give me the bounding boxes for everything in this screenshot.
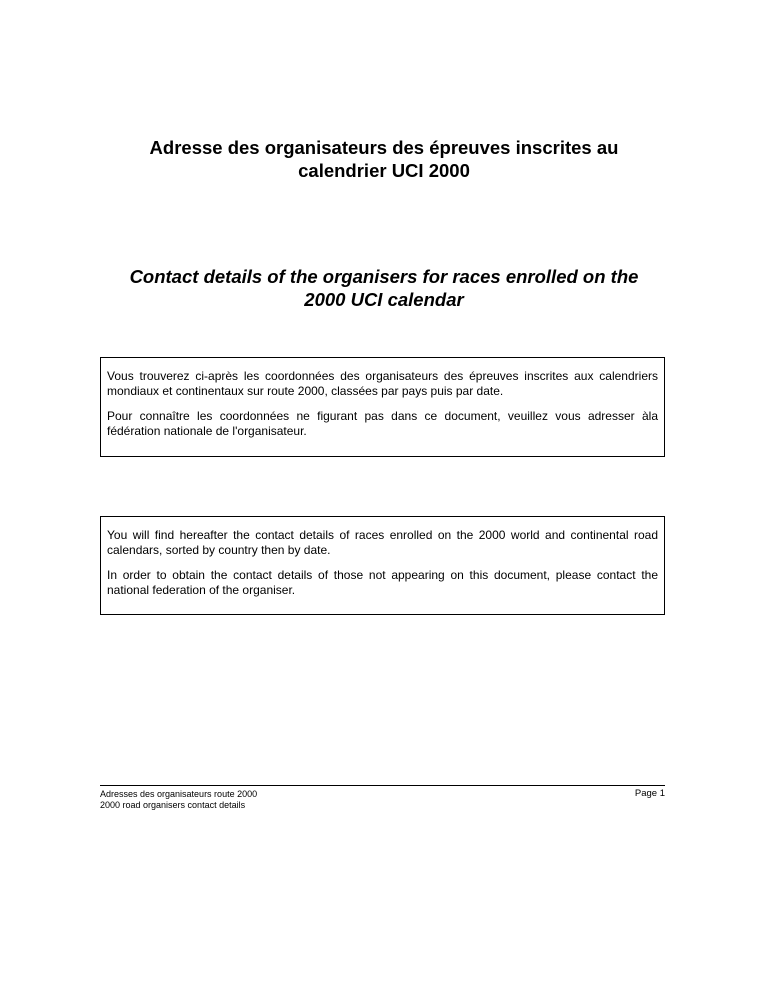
footer-title-english: 2000 road organisers contact details [100,800,246,810]
french-notice-paragraph-2: Pour connaître les coordonnées ne figurant pas dans ce document, veuillez vous adresser àla fédération nationale de l'organisateur. [107,409,658,438]
footer-divider [100,785,665,786]
english-notice-paragraph-1: You will find hereafter the contact details of races enrolled on the 2000 world and continental road calendars, sorted by country then by date. [107,528,658,557]
french-notice-paragraph-1: Vous trouverez ci-après les coordonnées des organisateurs des épreuves inscrites aux calendriers mondiaux et continentaux sur route 2000, classées par pays puis par date. [107,369,658,398]
page-label: Page [634,788,658,799]
french-title-line-2: calendrier UCI 2000 [298,160,470,181]
english-title-line-1: Contact details of the organisers for races enrolled on the [129,266,639,287]
footer-document-title [100,789,257,811]
english-title-line-2: 2000 UCI calendar [304,289,464,310]
page-number [600,788,665,799]
english-notice-box [100,516,665,615]
french-title-line-1: Adresse des organisateurs des épreuves inscrites au [149,137,619,158]
english-title [100,265,668,311]
french-notice-box [100,357,665,457]
french-title [100,136,668,182]
page-number-value: 1 [659,788,665,799]
footer-title-french: Adresses des organisateurs route 2000 [100,789,258,799]
english-notice-paragraph-2: In order to obtain the contact details of those not appearing on this document, please contact the national federation of the organiser. [107,568,658,597]
